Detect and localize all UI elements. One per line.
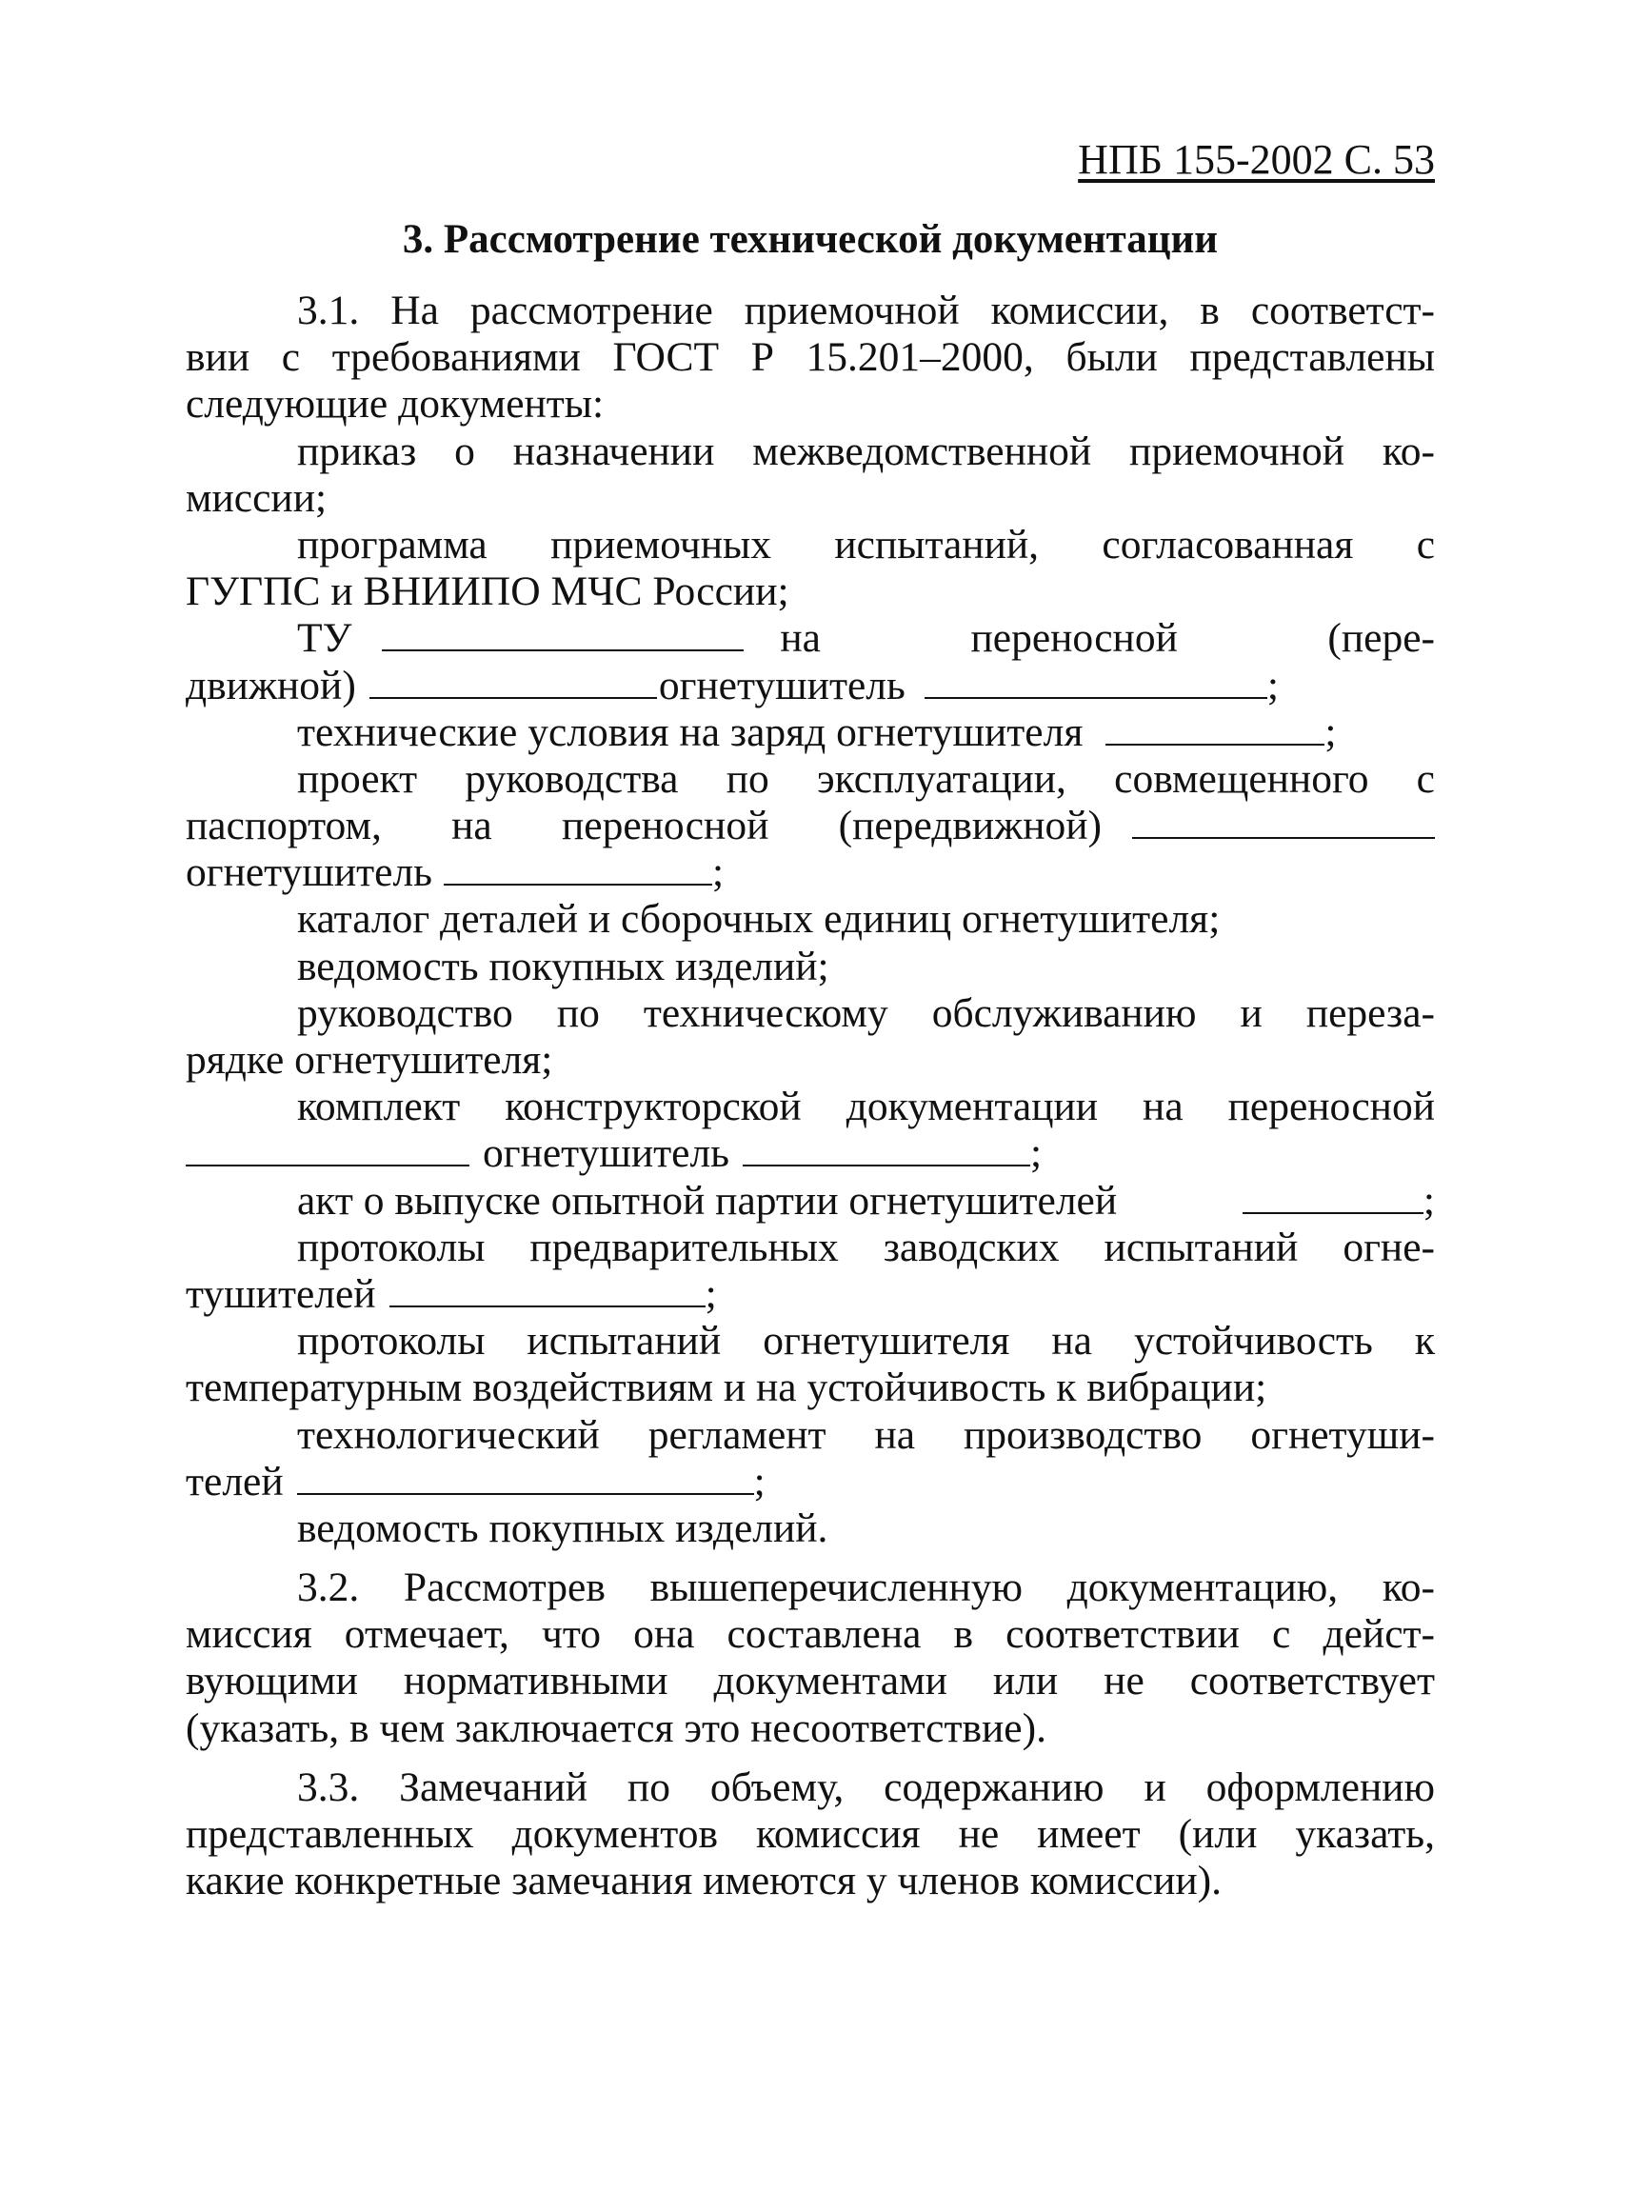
list-item-line <box>186 1459 1435 1505</box>
list-item-line: проект руководства по эксплуатации, совмещенного с <box>297 755 1435 802</box>
list-item-line: ГУГПС и ВНИИПО МЧС России; <box>186 568 789 615</box>
list-item-text: ; <box>753 1458 766 1505</box>
list-item-line: миссии; <box>186 474 328 521</box>
paragraph-line: какие конкретные замечания имеются у членов комиссии). <box>186 1858 1223 1904</box>
list-item-line <box>186 615 1435 662</box>
blank-field <box>743 1132 1030 1166</box>
list-item-line: руководство по техническому обслуживанию и переза- <box>297 989 1435 1036</box>
list-item-text: огнетушитель <box>483 1130 730 1177</box>
list-item-line: ведомость покупных изделий. <box>297 1505 828 1551</box>
list-item-line <box>186 709 1435 756</box>
paragraph-line: вии с требованиями ГОСТ Р 15.201–2000, были представлены <box>186 334 1435 381</box>
list-item-line <box>186 663 1435 709</box>
blank-field <box>389 1273 706 1307</box>
paragraph-line: миссия отмечает, что она составлена в соответствии с дейст- <box>186 1611 1435 1658</box>
blank-field <box>925 665 1267 699</box>
paragraph-line: 3.2. Рассмотрев вышеперечисленную документацию, ко- <box>297 1564 1435 1611</box>
list-item-text: акт о выпуске опытной партии огнетушителей <box>297 1177 1118 1224</box>
list-item-text: огнетушитель <box>186 849 433 896</box>
list-item-line: технологический регламент на производство огнетуши- <box>297 1411 1435 1458</box>
documents-list <box>186 428 1435 1553</box>
blank-field <box>382 617 744 651</box>
list-item-text: тушителей <box>186 1270 376 1317</box>
list-item-line: рядке огнетушителя; <box>186 1037 553 1083</box>
list-item-text: огнетушитель <box>658 662 906 708</box>
list-item-line: программа приемочных испытаний, согласованная с <box>297 521 1435 568</box>
paragraph-line: представленных документов комиссия не имеет (или указать, <box>186 1811 1435 1857</box>
paragraph-line: следующие документы: <box>186 381 605 428</box>
blank-field <box>1105 711 1324 746</box>
list-item-text: ; <box>1030 1130 1043 1177</box>
blank-field <box>1132 805 1435 839</box>
paragraph-line: вующими нормативными документами или не соответствует <box>186 1658 1435 1704</box>
section-title: 3. Рассмотрение технической документации <box>402 217 1219 262</box>
blank-field <box>186 1132 469 1166</box>
list-item-line: комплект конструкторской документации на переносной <box>297 1084 1435 1130</box>
paragraph-3-3 <box>186 1764 1435 1905</box>
list-item-text: на переносной (пере- <box>780 615 1435 662</box>
list-item-line: протоколы предварительных заводских испытаний огне- <box>297 1224 1435 1270</box>
list-item-line <box>186 803 1435 849</box>
list-item-line: каталог деталей и сборочных единиц огнетушителя; <box>297 896 1221 943</box>
paragraph-3-1 <box>186 288 1435 428</box>
list-item-text: ; <box>712 849 725 896</box>
blank-field <box>297 1461 754 1495</box>
blank-field <box>1243 1180 1423 1214</box>
blank-field <box>444 851 712 886</box>
page-header: НПБ 155-2002 С. 53 <box>1078 136 1435 183</box>
document-page <box>186 133 1435 1904</box>
list-item-text: движной) <box>186 662 356 708</box>
paragraph-3-2 <box>186 1564 1435 1752</box>
list-item-line: приказ о назначении межведомственной приемочной ко- <box>297 428 1435 474</box>
list-item-line <box>186 1271 1435 1318</box>
list-item-line: протоколы испытаний огнетушителя на устойчивость к <box>297 1318 1435 1365</box>
list-item-text: ; <box>1423 1177 1435 1224</box>
paragraph-line: (указать, в чем заключается это несоответствие). <box>186 1704 1046 1751</box>
paragraph-line: 3.3. Замечаний по объему, содержанию и оформлению <box>297 1764 1435 1810</box>
list-item-line <box>186 1178 1435 1225</box>
list-item-text: ; <box>1324 708 1337 755</box>
list-item-text: ; <box>1266 662 1279 708</box>
list-item-line: ведомость покупных изделий; <box>297 943 829 989</box>
list-item-text: ; <box>705 1270 717 1317</box>
list-item-line <box>186 1130 1435 1177</box>
list-item-text: паспортом, на переносной (передвижной) <box>186 803 1102 849</box>
list-item-text: ТУ <box>297 615 352 662</box>
paragraph-line: 3.1. На рассмотрение приемочной комиссии, в соответст- <box>297 288 1435 333</box>
list-item-text: телей <box>186 1458 284 1505</box>
list-item-text: технические условия на заряд огнетушителя <box>297 708 1084 755</box>
list-item-line: температурным воздействиям и на устойчивость к вибрации; <box>186 1365 1267 1411</box>
list-item-line <box>186 849 1435 896</box>
blank-field <box>369 665 657 699</box>
